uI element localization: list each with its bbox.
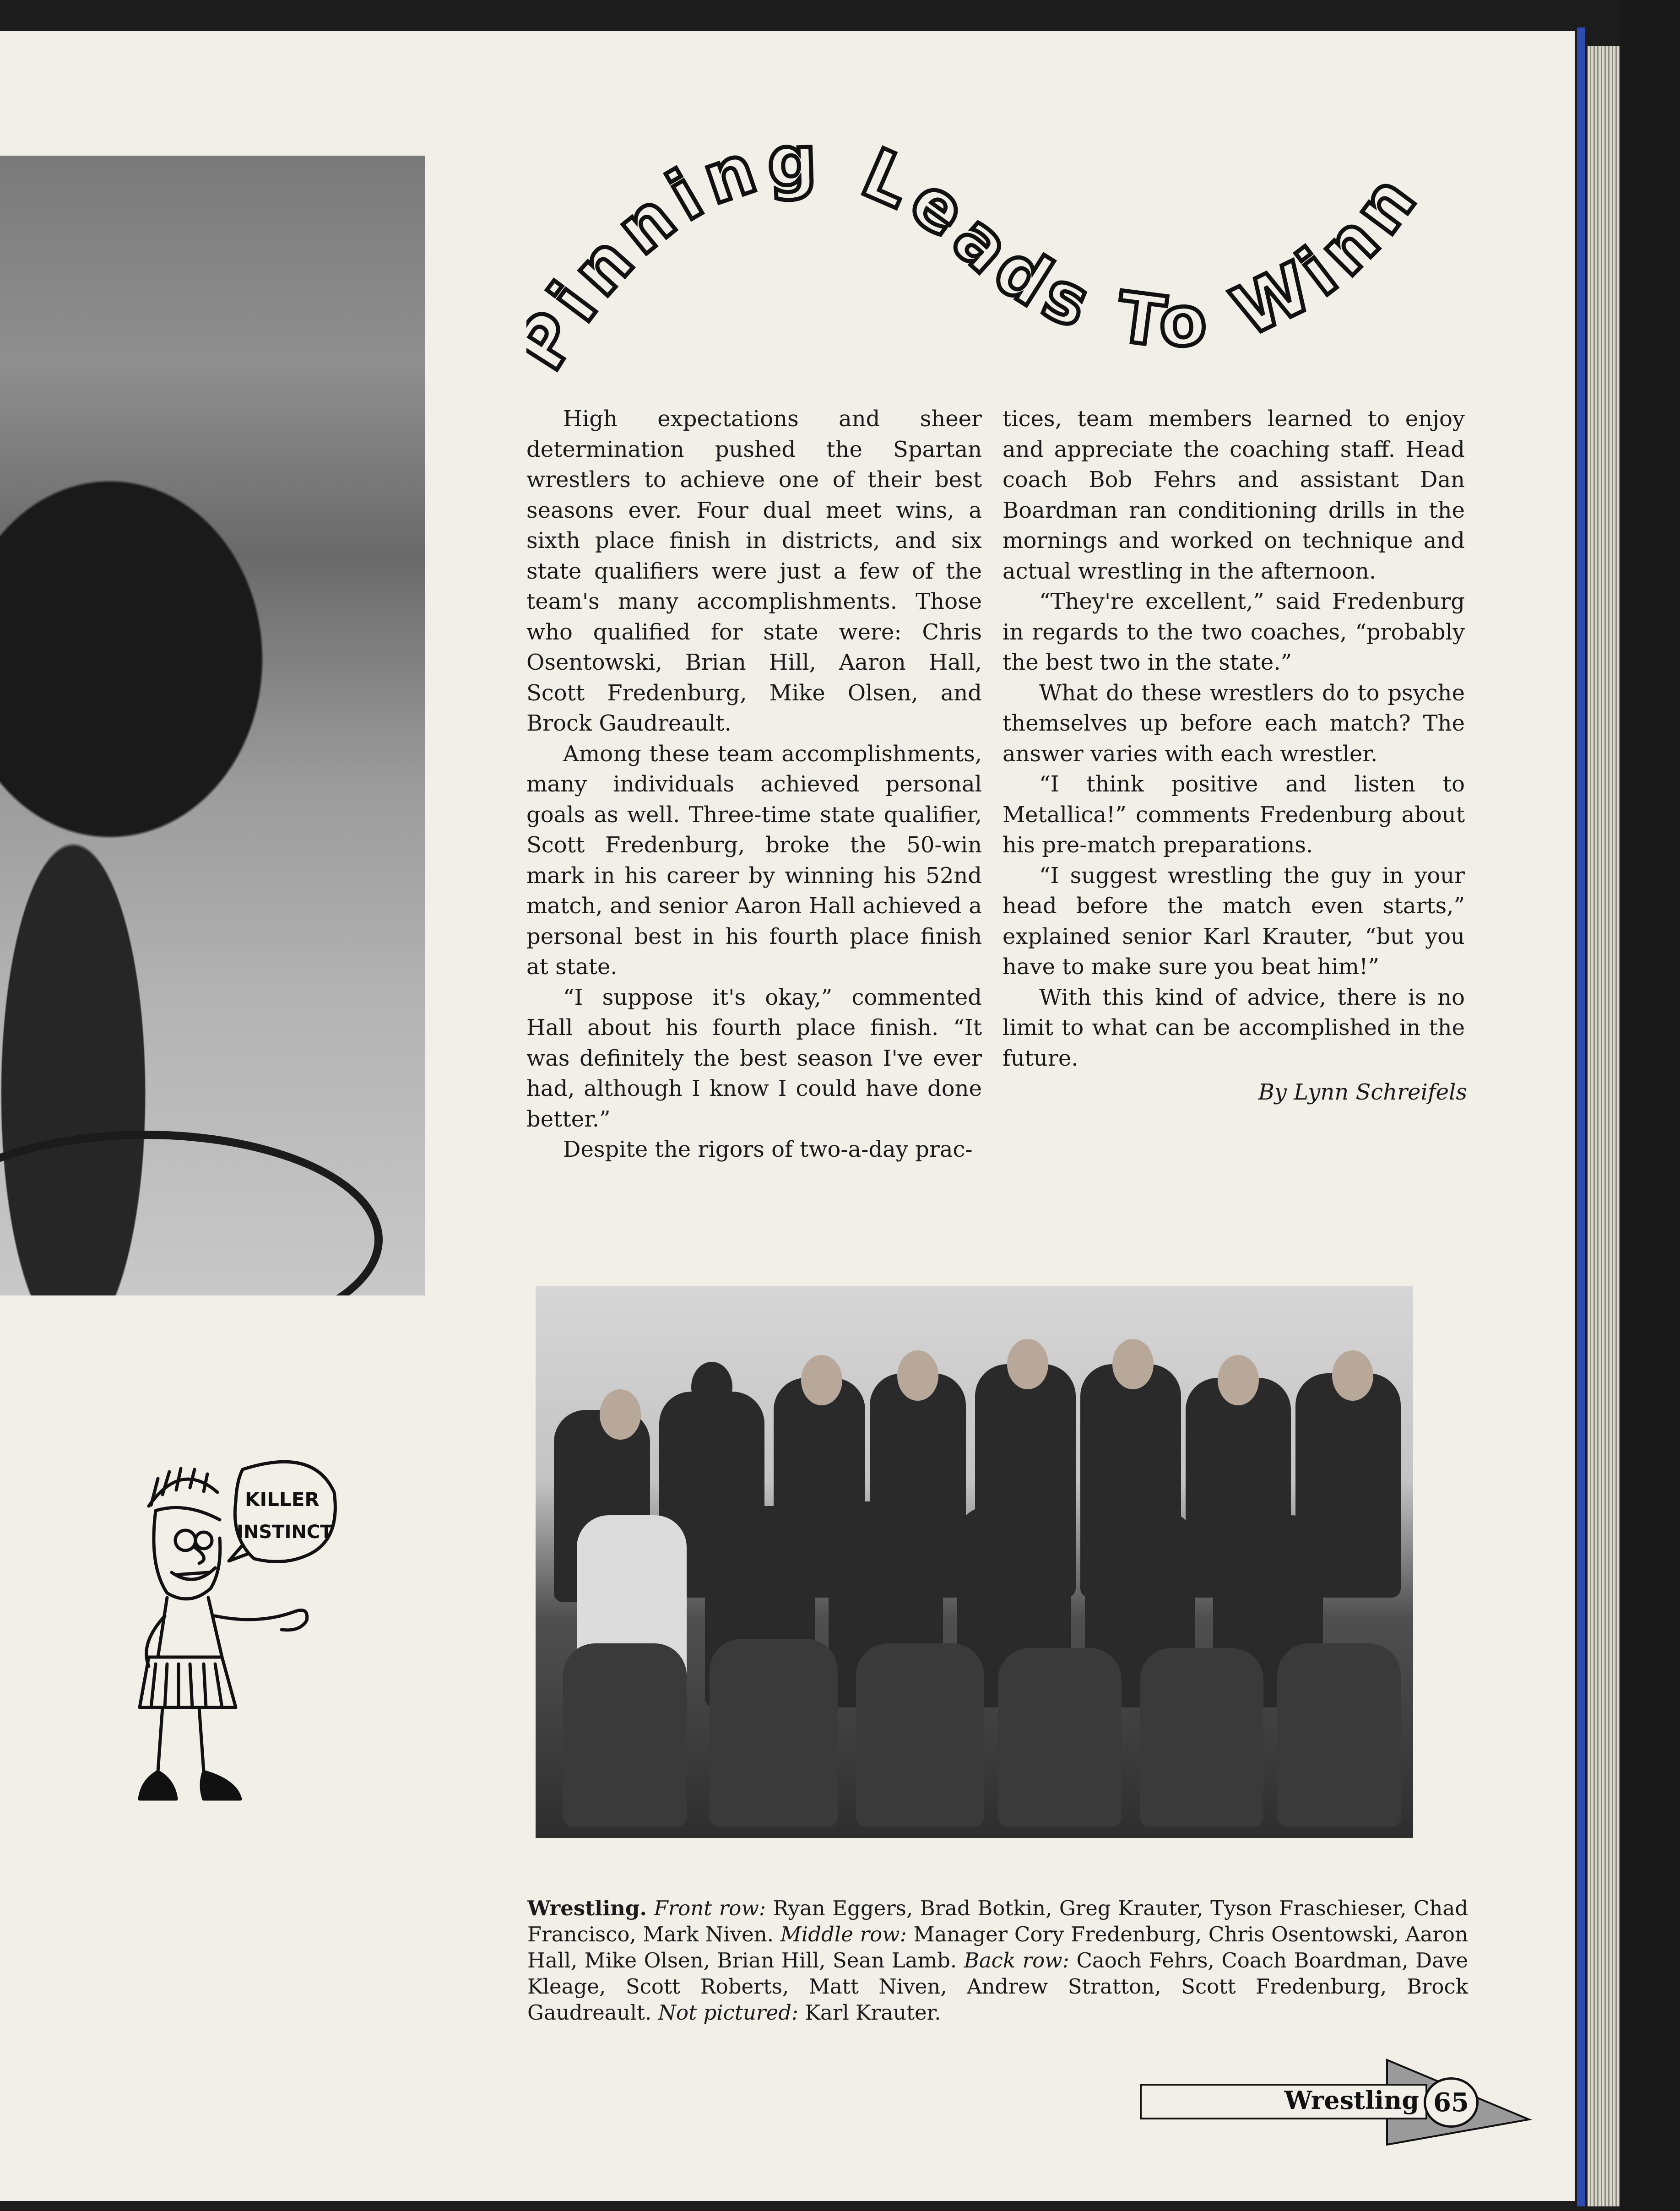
article-paragraph: “I suppose it's okay,” commented Hall about his fourth place finish. “It was definitely the best season I've ever had, although I know I could have done better.”	[526, 984, 982, 1132]
headline-arc	[526, 119, 1437, 394]
caption-names: Manager Cory Fredenburg, Chris Osentowski, Aaron Hall, Mike Olsen, Brian Hill, Sean Lamb.	[527, 1922, 1468, 1973]
team-member-figure	[998, 1648, 1122, 1826]
article-paragraph: “They're excellent,” said Fredenburg in regards to the two coaches, “probably the best two in the state.”	[1003, 589, 1465, 675]
caption-names: Caoch Fehrs, Coach Boardman, Dave Kleage, Scott Roberts, Matt Niven, Andrew Stratton, Scott Fredenburg, Brock Gaudreault.	[527, 1948, 1468, 2025]
spine-blue-line	[1577, 27, 1585, 2206]
caption-names: Ryan Eggers, Brad Botkin, Greg Krauter, Tyson Fraschieser, Chad Francisco, Mark Niven.	[527, 1896, 1469, 1946]
speech-bubble-text: INSTINCT	[237, 1522, 333, 1543]
page-folio	[1140, 2037, 1534, 2147]
team-member-head	[1007, 1339, 1048, 1389]
article-paragraph: With this kind of advice, there is no limit to what can be accomplished in the future.	[1003, 984, 1465, 1071]
team-member-head	[801, 1355, 842, 1405]
team-member-figure	[1277, 1643, 1401, 1826]
caption-names: Karl Krauter.	[805, 2000, 941, 2025]
photo-caption	[527, 1895, 1468, 2026]
article-column-left	[526, 404, 982, 1165]
speech-bubble-text: KILLER	[245, 1488, 320, 1511]
binding-background	[1620, 0, 1680, 2211]
team-photo	[536, 1286, 1413, 1838]
spartan-cartoon	[130, 1451, 341, 1808]
team-member-figure	[563, 1643, 687, 1826]
team-member-head	[600, 1389, 641, 1440]
article-paragraph: “I think positive and listen to Metallica!” comments Fredenburg about his pre-match preparations.	[1003, 771, 1465, 858]
headline-textpath: inning Leads To Winn	[534, 121, 1436, 363]
team-member-head	[1112, 1339, 1154, 1389]
headline	[526, 119, 1437, 394]
caption-row-label: Middle row:	[780, 1922, 907, 1946]
spartan-cartoon-drawing	[130, 1451, 341, 1808]
caption-row-label: Not pictured:	[658, 2000, 799, 2025]
page-number: 65	[1424, 2077, 1479, 2128]
article-paragraph: “I suggest wrestling the guy in your head before the match even starts,” explained senior Karl Krauter, “but you have to make sure you beat him!”	[1003, 862, 1465, 980]
article-paragraph: High expectations and sheer determination pushed the Spartan wrestlers to achieve one of their best seasons ever. Four dual meet wins, a sixth place finish in districts, and six state qualifiers were just a few of the team's many accomplishments. Those who qualified for state were: Chris Osentowski, Brian Hill, Aaron Hall, Scott Fredenburg, Mike Olsen, and Brock Gaudreault.	[526, 406, 982, 736]
folio-section-label: Wrestling	[1284, 2086, 1419, 2115]
caption-row-label: Back row:	[964, 1948, 1069, 1973]
headline-text	[526, 119, 1436, 384]
article-paragraph: Among these team accomplishments, many individuals achieved personal goals as well. Three-time state qualifier, Scott Fredenburg, broke the 50-win mark in his career by winning his 52nd match, and senior Aaron Hall achieved a personal best in his fourth place finish at state.	[526, 741, 982, 980]
article-paragraph: Despite the rigors of two-a-day prac-	[563, 1137, 973, 1162]
caption-title: Wrestling.	[527, 1896, 647, 1920]
team-member-figure	[710, 1639, 838, 1826]
article-paragraph: What do these wrestlers do to psyche themselves up before each match? The answer varies with each wrestler.	[1003, 680, 1465, 767]
wrestler-action-photo	[0, 156, 425, 1295]
team-member-head	[691, 1362, 732, 1412]
team-member-head	[1332, 1350, 1373, 1401]
team-member-head	[897, 1350, 938, 1401]
team-member-head	[1218, 1355, 1259, 1405]
team-member-figure	[1140, 1648, 1263, 1826]
page-edges	[1588, 46, 1620, 2206]
article-paragraph-continued: tices, team members learned to enjoy and appreciate the coaching staff. Head coach Bob Fehrs and assistant Dan Boardman ran conditioning drills in the mornings and worked on technique and actual wrestling in the afternoon.	[1003, 406, 1465, 584]
team-member-figure	[856, 1643, 984, 1826]
mat-circle-line	[0, 1131, 383, 1295]
byline: By Lynn Schreifels	[1258, 1079, 1467, 1105]
caption-row-label: Front row:	[654, 1896, 766, 1920]
article-column-right	[1003, 404, 1465, 1073]
